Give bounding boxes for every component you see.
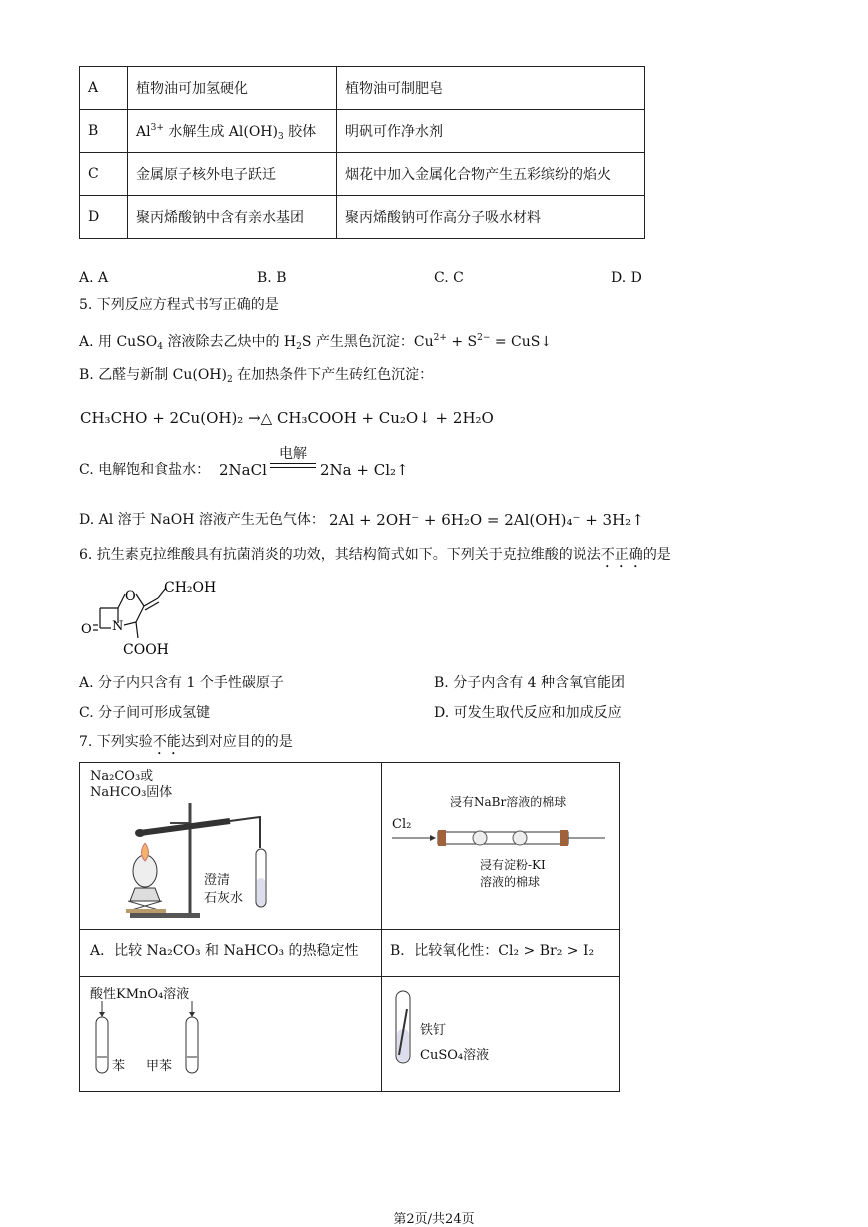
subscript: 4	[157, 342, 163, 352]
q6-option-c: C. 分子间可形成氢键	[79, 705, 211, 721]
q4-option-d: D. D	[611, 270, 642, 286]
text: 6. 抗生素克拉维酸具有抗菌消炎的功效，其结构简式如下。下列关于克拉维酸的说法	[79, 547, 601, 563]
divider	[80, 976, 619, 977]
q5-option-c-eq-right: 2Na + Cl₂↑	[320, 461, 409, 479]
table-row	[80, 196, 645, 239]
text: = CuS↓	[490, 334, 553, 350]
label-line: NaHCO₃固体	[90, 785, 173, 800]
q5-option-b-stem	[79, 366, 433, 389]
q7-stem	[79, 733, 293, 758]
text: A. 用 CuSO	[79, 334, 158, 350]
starch-ki-label	[480, 857, 546, 891]
cuso4-solution-label: CuSO₄溶液	[420, 1048, 490, 1063]
emphasis-text: 不正确	[600, 547, 643, 563]
text: 溶液除去乙炔中的 H	[163, 334, 297, 350]
q7-experiment-grid	[79, 762, 620, 1092]
toluene-label: 甲苯	[146, 1059, 173, 1074]
carbonyl-oxygen-label: O	[81, 622, 92, 637]
page-footer: 第2页/共24页	[393, 1212, 475, 1227]
text: 达到对应目的的是	[180, 734, 293, 750]
heating-apparatus-illustration	[110, 793, 290, 923]
table-row	[80, 67, 645, 110]
text: Al	[136, 123, 151, 140]
iron-nail-label: 铁钉	[420, 1023, 447, 1038]
q6-option-a: A. 分子内只含有 1 个手性碳原子	[79, 675, 284, 691]
label-line: 澄清	[204, 873, 231, 888]
text: B. 乙醛与新制 Cu(OH)	[79, 367, 227, 383]
kmno4-label: 酸性KMnO₄溶液	[90, 987, 190, 1002]
label-line: Na₂CO₃或	[90, 769, 154, 784]
divider	[381, 763, 382, 1091]
halogen-tube-illustration	[390, 823, 610, 853]
q5-option-d-stem: D. Al 溶于 NaOH 溶液产生无色气体：	[79, 512, 325, 528]
text: 胶体	[283, 123, 317, 140]
text: 7. 下列实验	[79, 734, 153, 750]
text: + S	[446, 334, 478, 350]
text: 水解生成 Al(OH)	[163, 123, 278, 140]
row-letter: B	[80, 110, 128, 153]
q5-option-c-eq-left: 2NaCl	[219, 461, 267, 479]
row-left: 聚丙烯酸钠中含有亲水基团	[128, 196, 337, 239]
apparatus-a-label-limewater	[204, 872, 243, 908]
row-right: 植物油可制肥皂	[337, 67, 645, 110]
ch2oh-label: CH₂OH	[164, 580, 217, 596]
divider	[80, 929, 619, 930]
subscript: 2	[226, 375, 233, 385]
row-left: 植物油可加氢硬化	[128, 67, 337, 110]
cl2-label: Cl₂	[392, 817, 412, 832]
superscript: 3+	[150, 122, 164, 133]
q4-option-a: A. A	[79, 270, 109, 286]
subscript: 3	[277, 131, 284, 142]
q6-option-b: B. 分子内含有 4 种含氧官能团	[434, 675, 625, 691]
label-line: 石灰水	[204, 891, 244, 906]
text: 在加热条件下产生砖红色沉淀：	[232, 367, 434, 383]
equals-line	[270, 467, 316, 468]
row-right: 烟花中加入金属化合物产生五彩缤纷的焰火	[337, 153, 645, 196]
label-line: 浸有淀粉-KI	[480, 858, 546, 872]
subscript: 2	[296, 342, 302, 352]
emphasis-text: 不能	[152, 734, 181, 750]
clavulanic-acid-structure	[78, 570, 238, 660]
equals-line	[270, 463, 316, 464]
q5-option-c-stem: C. 电解饱和食盐水：	[79, 462, 211, 478]
row-right: 明矾可作净水剂	[337, 110, 645, 153]
superscript: 2−	[477, 333, 491, 343]
q5-option-b-equation: CH₃CHO + 2Cu(OH)₂ →△ CH₃COOH + Cu₂O↓ + 2H₂O	[80, 409, 494, 427]
q4-option-c: C. C	[434, 270, 464, 286]
row-letter: C	[80, 153, 128, 196]
benzene-label: 苯	[112, 1059, 126, 1074]
text: S 产生黑色沉淀：Cu	[301, 334, 434, 350]
table-row	[80, 110, 645, 153]
q5-stem: 5. 下列反应方程式书写正确的是	[79, 297, 279, 313]
q7-option-b-caption: B．比较氧化性：Cl₂ > Br₂ > I₂	[390, 943, 595, 959]
q6-stem	[79, 546, 671, 571]
q6-option-d: D. 可发生取代反应和加成反应	[434, 705, 622, 721]
iron-nail-tube-illustration	[390, 989, 420, 1069]
q7-option-a-caption: A．比较 Na₂CO₃ 和 NaHCO₃ 的热稳定性	[90, 943, 359, 959]
q4-option-b: B. B	[257, 270, 287, 286]
q4-table	[79, 66, 645, 239]
ring-oxygen-label: O	[125, 589, 136, 604]
text: 的是	[642, 547, 671, 563]
row-left: 金属原子核外电子跃迁	[128, 153, 337, 196]
row-left	[128, 110, 337, 153]
q5-option-c-condition: 电解	[279, 446, 307, 462]
row-letter: D	[80, 196, 128, 239]
q5-option-a	[79, 329, 552, 356]
nitrogen-label: N	[112, 619, 124, 634]
cooh-label: COOH	[123, 642, 169, 658]
superscript: 2+	[433, 333, 447, 343]
table-row	[80, 153, 645, 196]
q5-option-d-equation: 2Al + 2OH⁻ + 6H₂O = 2Al(OH)₄⁻ + 3H₂↑	[329, 511, 644, 529]
nabr-label: 浸有NaBr溶液的棉球	[450, 795, 567, 809]
label-line: 溶液的棉球	[480, 875, 541, 889]
row-right: 聚丙烯酸钠可作高分子吸水材料	[337, 196, 645, 239]
row-letter: A	[80, 67, 128, 110]
